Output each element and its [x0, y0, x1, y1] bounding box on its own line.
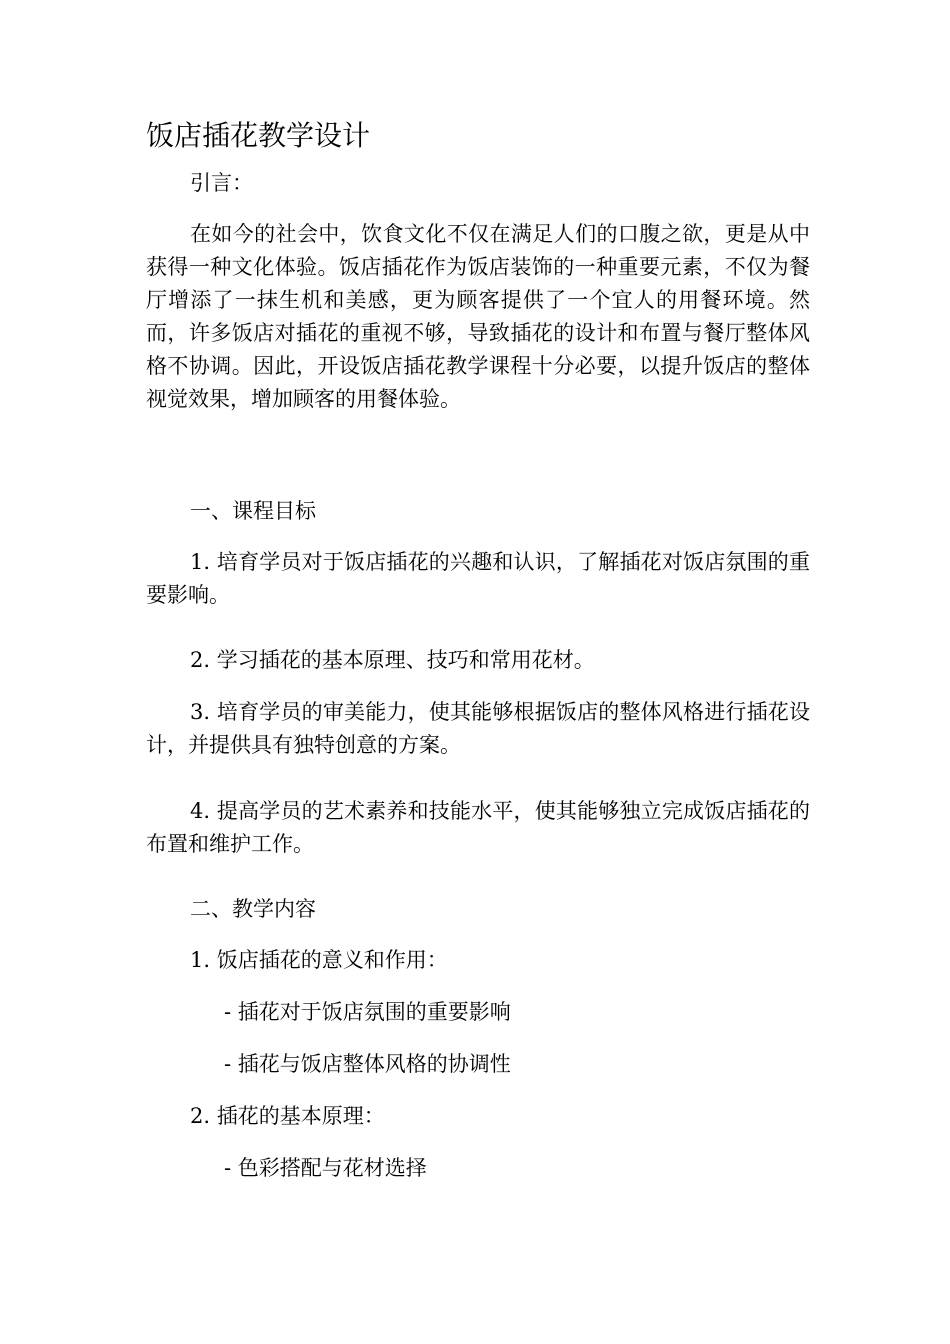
content-2-block — [146, 1101, 810, 1131]
goal-2-block — [146, 645, 810, 675]
goal-item-4: 4. 提高学员的艺术素养和技能水平，使其能够独立完成饭店插花的布置和维护工作。 — [146, 799, 810, 856]
content-item-1-sub-2: - 插花与饭店整体风格的协调性 — [224, 1052, 511, 1076]
content-item-1: 1. 饭店插花的意义和作用： — [190, 948, 448, 972]
section1-heading: 一、课程目标 — [190, 499, 316, 523]
goal-item-2: 2. 学习插花的基本原理、技巧和常用花材。 — [190, 648, 595, 672]
content-item-2: 2. 插花的基本原理： — [190, 1104, 385, 1128]
content-1-sub-2-block — [146, 1049, 810, 1079]
goal-item-3: 3. 培育学员的审美能力，使其能够根据饭店的整体风格进行插花设计，并提供具有独特创意的方案。 — [146, 700, 810, 757]
content-1-block — [146, 945, 810, 975]
content-2-sub-1-block — [146, 1153, 810, 1183]
intro-label-block — [146, 168, 810, 198]
section2-heading-block — [146, 894, 810, 924]
section2-heading: 二、教学内容 — [190, 897, 316, 921]
intro-paragraph: 在如今的社会中，饮食文化不仅在满足人们的口腹之欲，更是从中获得一种文化体验。饭店插花作为饭店装饰的一种重要元素，不仅为餐厅增添了一抹生机和美感，更为顾客提供了一个宜人的用餐环境。然而，许多饭店对插花的重视不够，导致插花的设计和布置与餐厅整体风格不协调。因此，开设饭店插花教学课程十分必要，以提升饭店的整体视觉效果，增加顾客的用餐体验。 — [146, 222, 810, 411]
content-item-2-sub-1: - 色彩搭配与花材选择 — [224, 1156, 427, 1180]
intro-label: 引言： — [190, 171, 253, 195]
content-item-1-sub-1: - 插花对于饭店氛围的重要影响 — [224, 1000, 511, 1024]
document-title: 饭店插花教学设计 — [146, 119, 371, 152]
intro-block — [146, 218, 810, 416]
section1-heading-block — [146, 496, 810, 526]
goal-3-block — [146, 696, 810, 762]
content-1-sub-1-block — [146, 997, 810, 1027]
goal-1-block — [146, 546, 810, 612]
goal-item-1: 1. 培育学员对于饭店插花的兴趣和认识，了解插花对饭店氛围的重要影响。 — [146, 550, 810, 607]
goal-4-block — [146, 795, 810, 861]
